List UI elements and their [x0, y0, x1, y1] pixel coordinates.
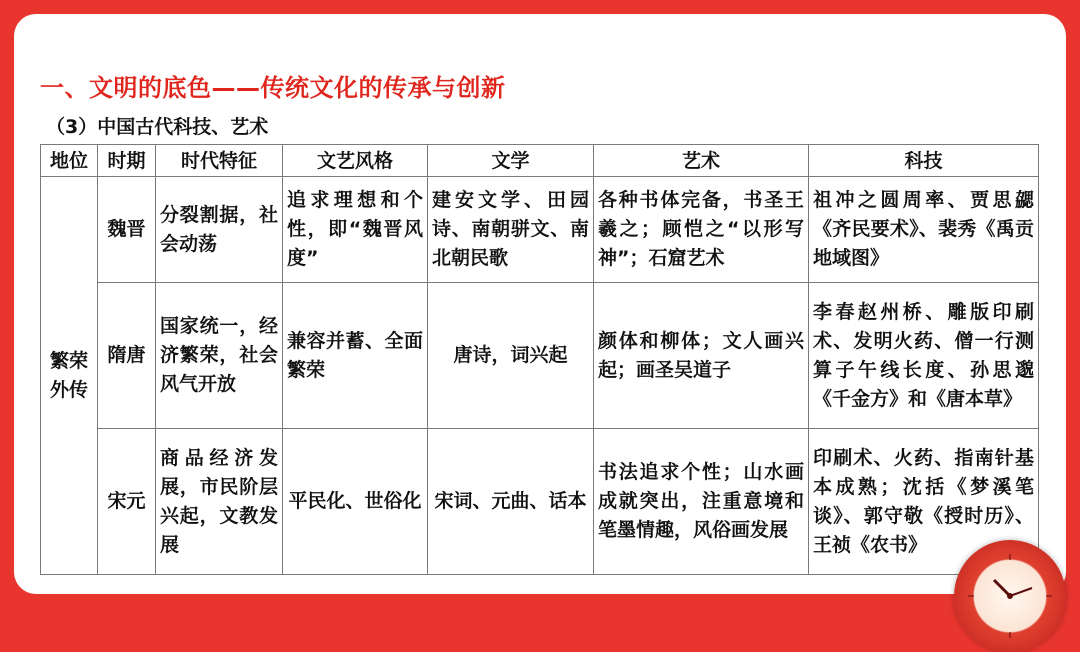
period-cell: 宋元	[98, 429, 156, 575]
literature-cell: 建安文学、田园诗、南朝骈文、南北朝民歌	[428, 177, 594, 283]
tech-cell: 祖冲之圆周率、贾思勰《齐民要术》、裴秀《禹贡地域图》	[809, 177, 1039, 283]
header-feature: 时代特征	[156, 145, 283, 177]
tech-cell: 李春赵州桥、雕版印刷术、发明火药、僧一行测算子午线长度、孙思邈《千金方》和《唐本草》	[809, 283, 1039, 429]
style-cell: 追求理想和个性，即“魏晋风度”	[283, 177, 428, 283]
art-cell: 书法追求个性；山水画成就突出，注重意境和笔墨情趣，风俗画发展	[594, 429, 809, 575]
clock-icon	[954, 540, 1066, 652]
slide-panel	[14, 14, 1066, 594]
feature-cell: 商品经济发展，市民阶层兴起，文教发展	[156, 429, 283, 575]
style-cell: 兼容并蓄、全面繁荣	[283, 283, 428, 429]
knowledge-table	[40, 144, 1039, 575]
table-header-row	[41, 145, 1039, 177]
table-row	[41, 429, 1039, 575]
section-subtitle: （3）中国古代科技、艺术	[46, 116, 269, 138]
period-cell: 魏晋	[98, 177, 156, 283]
header-art: 艺术	[594, 145, 809, 177]
style-cell: 平民化、世俗化	[283, 429, 428, 575]
header-period: 时期	[98, 145, 156, 177]
header-literature: 文学	[428, 145, 594, 177]
art-cell: 颜体和柳体；文人画兴起；画圣吴道子	[594, 283, 809, 429]
header-style: 文艺风格	[283, 145, 428, 177]
tech-cell: 印刷术、火药、指南针基本成熟；沈括《梦溪笔谈》、郭守敬《授时历》、王祯《农书》	[809, 429, 1039, 575]
table-row	[41, 177, 1039, 283]
header-status: 地位	[41, 145, 98, 177]
feature-cell: 国家统一，经济繁荣，社会风气开放	[156, 283, 283, 429]
status-cell: 繁荣外传	[41, 177, 98, 575]
page-title: 一、文明的底色——传统文化的传承与创新	[40, 74, 506, 102]
literature-cell: 宋词、元曲、话本	[428, 429, 594, 575]
header-tech: 科技	[809, 145, 1039, 177]
feature-cell: 分裂割据，社会动荡	[156, 177, 283, 283]
table-row	[41, 283, 1039, 429]
period-cell: 隋唐	[98, 283, 156, 429]
literature-cell: 唐诗，词兴起	[428, 283, 594, 429]
art-cell: 各种书体完备，书圣王羲之；顾恺之“以形写神”；石窟艺术	[594, 177, 809, 283]
